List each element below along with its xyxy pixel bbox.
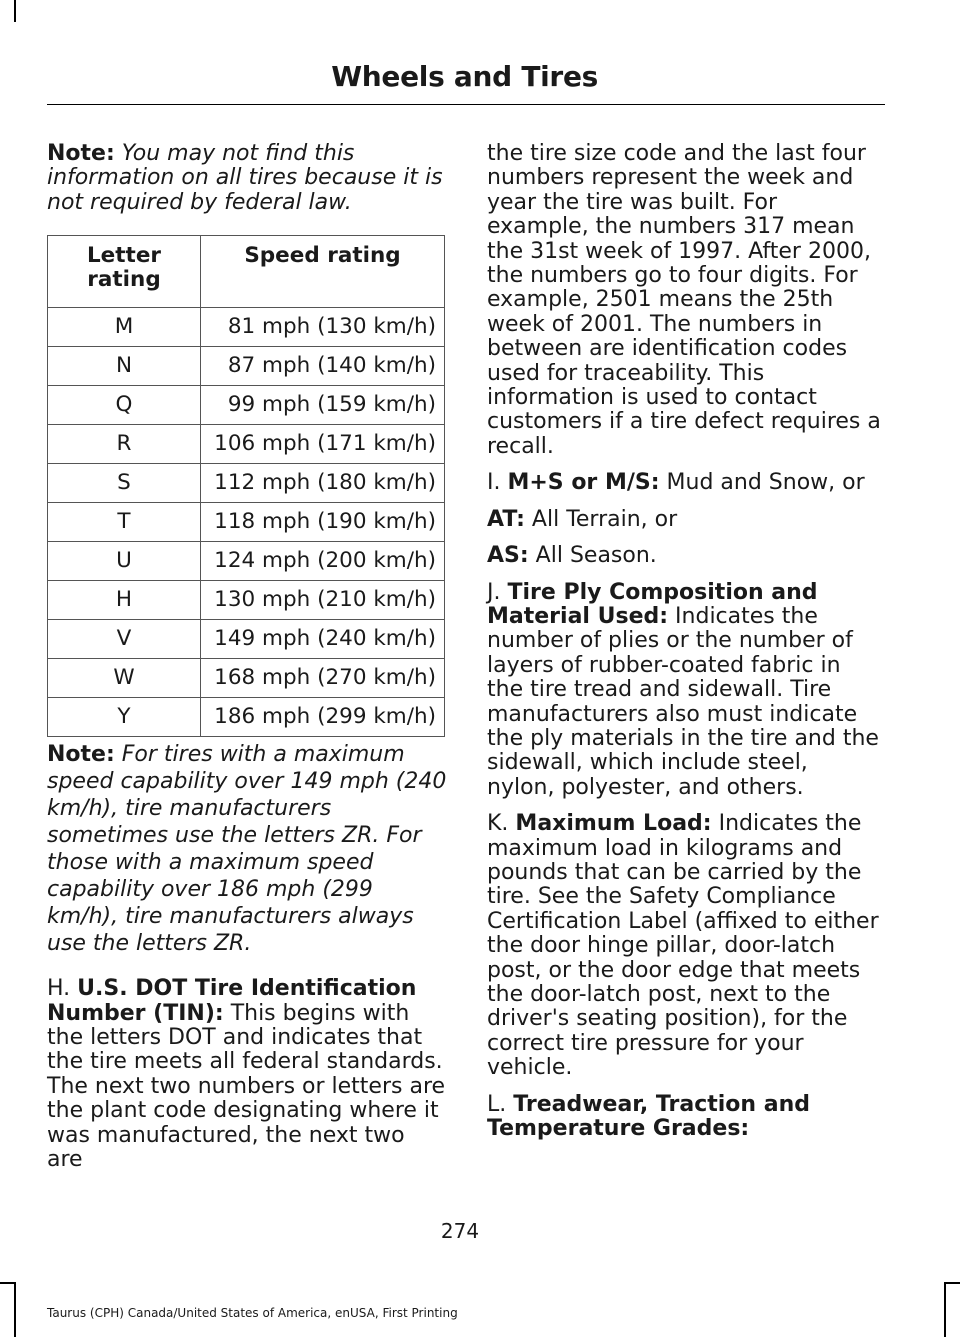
speed-cell: 149 mph (240 km/h): [201, 620, 445, 659]
note-text: For tires with a maximum speed capability over 149 mph (240 km/h), tire manufacturers sometimes use the letters ZR. For those with a maximum speed capability over 186 mph (299 km/h), tire manufacturers always use the letters ZR.: [47, 742, 447, 957]
header-divider: [47, 104, 885, 105]
section-j-ply: [487, 581, 882, 801]
table-row: [48, 386, 445, 425]
right-column: [487, 142, 882, 1153]
section-text: Indicates the maximum load in kilograms and pounds that can be carried by the tire. See the Safety Compliance Certification Label (affixed to either the door hinge pillar, door-latch post, or the door edge that meets the door-latch post, next to the driver's seating position), for the correct tire pressure for your vehicle.: [487, 811, 879, 1081]
speed-cell: 186 mph (299 km/h): [201, 698, 445, 737]
section-title: Maximum Load:: [515, 811, 712, 837]
letter-cell: W: [48, 659, 201, 698]
section-text: This begins with the letters DOT and indicates that the tire meets all federal standards. The next two numbers or letters are the plant code designating where it was manufactured, the next two are: [47, 1000, 446, 1173]
speed-cell: 81 mph (130 km/h): [201, 308, 445, 347]
letter-cell: Q: [48, 386, 201, 425]
letter-cell: N: [48, 347, 201, 386]
column-header-speed-rating: Speed rating: [201, 236, 445, 308]
letter-cell: H: [48, 581, 201, 620]
section-prefix: K.: [487, 811, 509, 837]
letter-cell: T: [48, 503, 201, 542]
section-title: M+S or M/S:: [507, 470, 660, 496]
speed-rating-table: [47, 235, 445, 737]
section-title: Tire Ply Composition and Material Used:: [487, 579, 818, 629]
speed-cell: 112 mph (180 km/h): [201, 464, 445, 503]
speed-cell: 130 mph (210 km/h): [201, 581, 445, 620]
table-row: [48, 542, 445, 581]
speed-cell: 87 mph (140 km/h): [201, 347, 445, 386]
letter-cell: V: [48, 620, 201, 659]
speed-cell: 118 mph (190 km/h): [201, 503, 445, 542]
crop-mark-bottom-left-h: [0, 1282, 16, 1284]
table-row: [48, 347, 445, 386]
left-column: [47, 142, 447, 1184]
letter-cell: S: [48, 464, 201, 503]
crop-mark-bottom-left: [14, 1282, 16, 1337]
section-text: Indicates the number of plies or the number of layers of rubber-coated fabric in the tire tread and sidewall. Tire manufacturers also must indicate the ply materials in the tire and the sidewall, which include steel, nylon, polyester, and others.: [487, 603, 879, 800]
section-all-terrain: [487, 508, 882, 532]
section-prefix: H.: [47, 976, 71, 1002]
crop-mark-top-left: [14, 0, 16, 22]
publication-info: Taurus (CPH) Canada/United States of America, enUSA, First Printing: [47, 1306, 458, 1320]
table-header-row: [48, 236, 445, 308]
speed-cell: 99 mph (159 km/h): [201, 386, 445, 425]
note-text: You may not find this information on all tires because it is not required by federal law.: [47, 141, 443, 215]
table-row: [48, 620, 445, 659]
note-federal-law: [47, 142, 447, 215]
section-prefix: L.: [487, 1091, 507, 1117]
table-row: [48, 503, 445, 542]
section-prefix: I.: [487, 470, 501, 496]
section-all-season: [487, 544, 882, 568]
letter-cell: M: [48, 308, 201, 347]
section-title: Treadwear, Traction and Temperature Grades:: [487, 1091, 811, 1142]
speed-cell: 124 mph (200 km/h): [201, 542, 445, 581]
page-number: 274: [440, 1219, 480, 1243]
crop-mark-bottom-right-h: [944, 1282, 960, 1284]
section-text: All Season.: [535, 543, 657, 569]
note-label: Note:: [47, 742, 115, 768]
continuation-paragraph: the tire size code and the last four numbers represent the week and year the tire was built. For example, the numbers 317 mean the 31st week of 1997. After 2000, the numbers go to four digits. For example, 2501 means the 25th week of 2001. The numbers in between are identification codes used for traceability. This information is used to contact customers if a tire defect requires a recall.: [487, 141, 881, 459]
section-title: U.S. DOT Tire Identification Number (TIN):: [47, 976, 417, 1026]
letter-cell: R: [48, 425, 201, 464]
table-row: [48, 308, 445, 347]
section-title: AT:: [487, 506, 525, 532]
table-row: [48, 581, 445, 620]
section-prefix: J.: [487, 579, 501, 605]
column-header-letter-rating: Letter rating: [48, 236, 201, 308]
section-title: AS:: [487, 543, 529, 569]
speed-cell: 106 mph (171 km/h): [201, 425, 445, 464]
letter-cell: U: [48, 542, 201, 581]
section-l-grades: [487, 1093, 882, 1142]
letter-cell: Y: [48, 698, 201, 737]
note-zr-rating: [47, 741, 447, 957]
note-label: Note:: [47, 141, 115, 166]
page-title: Wheels and Tires: [331, 60, 598, 93]
crop-mark-bottom-right: [944, 1282, 946, 1337]
table-row: [48, 425, 445, 464]
section-k-load: [487, 812, 882, 1080]
table-row: [48, 659, 445, 698]
section-text: All Terrain, or: [531, 506, 678, 532]
speed-cell: 168 mph (270 km/h): [201, 659, 445, 698]
section-i-mud-snow: [487, 471, 882, 495]
table-row: [48, 698, 445, 737]
section-text: Mud and Snow, or: [666, 470, 865, 496]
section-h-tin: [47, 977, 447, 1172]
table-row: [48, 464, 445, 503]
